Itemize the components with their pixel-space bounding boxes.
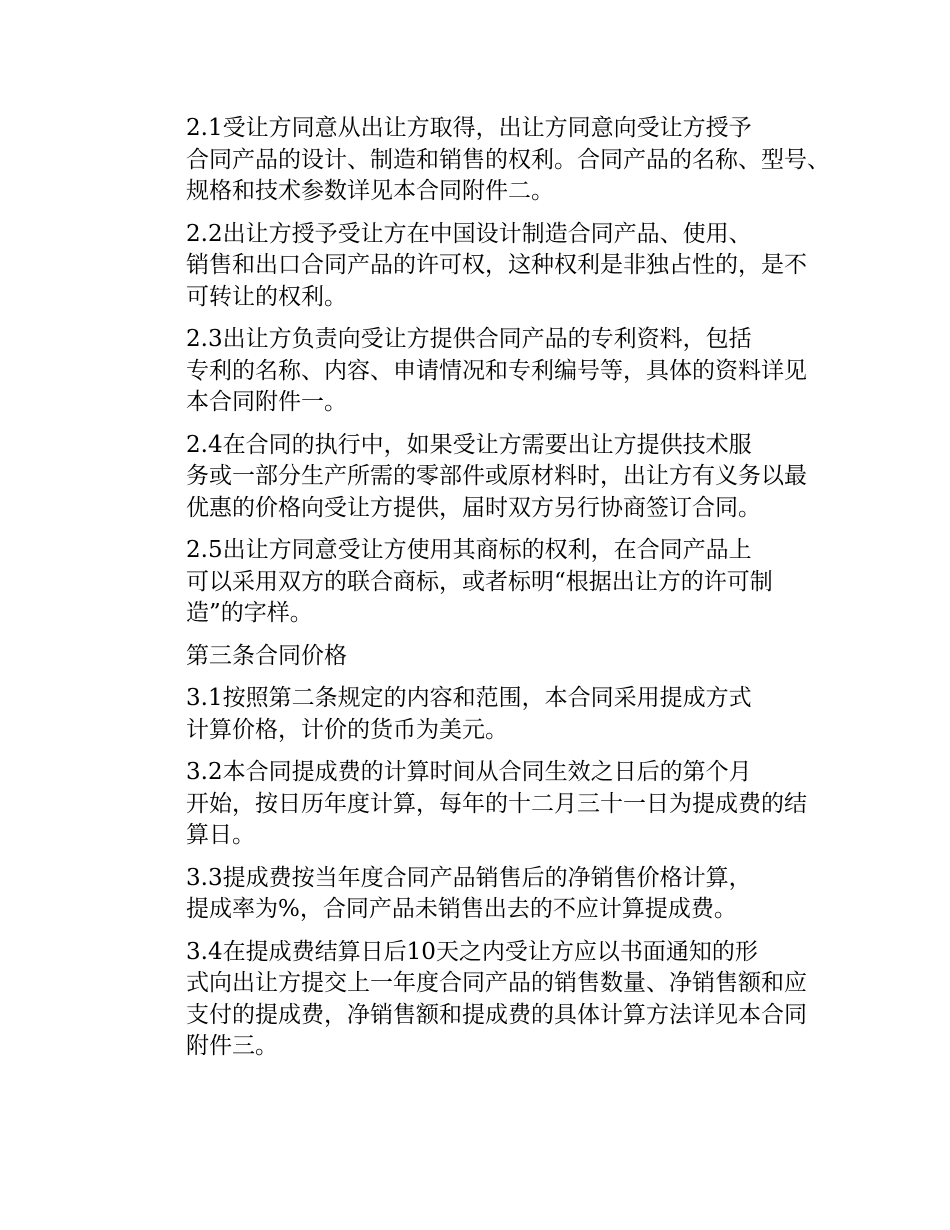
text-line: 可转让的权利。: [186, 283, 347, 310]
text-line: 优惠的价格向受让方提供，届时双方另行协商签订合同。: [186, 494, 761, 521]
clause-3-2: [140, 757, 830, 852]
text-line: 本合同附件一。: [186, 389, 347, 415]
section-heading-text: 第三条合同价格: [186, 642, 347, 669]
clause-2-3: [140, 324, 830, 419]
section-heading-3: [140, 641, 830, 673]
text-line: 3.2本合同提成费的计算时间从合同生效之日后的第个月: [186, 759, 752, 785]
text-line: 务或一部分生产所需的零部件或原材料时，出让方有义务以最: [186, 463, 807, 489]
text-line: 可以采用双方的联合商标，或者标明“根据出让方的许可制: [186, 568, 773, 595]
text-line: 附件三。: [186, 1033, 278, 1059]
clause-2-5: [140, 535, 830, 630]
clause-3-4: [140, 937, 830, 1063]
clause-2-4: [140, 430, 830, 525]
clause-2-2: [140, 219, 830, 314]
text-line: 3.4在提成费结算日后10天之内受让方应以书面通知的形: [186, 938, 758, 965]
clause-2-1: [140, 113, 830, 208]
text-line: 支付的提成费，净销售额和提成费的具体计算方法详见本合同: [186, 1001, 807, 1028]
text-line: 3.3提成费按当年度合同产品销售后的净销售价格计算，: [186, 864, 752, 891]
text-line: 式向出让方提交上一年度合同产品的销售数量、净销售额和应: [186, 970, 807, 996]
text-line: 销售和出口合同产品的许可权，这种权利是非独占性的，是不: [186, 252, 807, 278]
text-line: 2.3出让方负责向受让方提供合同产品的专利资料，包括: [186, 326, 752, 352]
text-line: 合同产品的设计、制造和销售的权利。合同产品的名称、型号、: [186, 146, 830, 173]
clause-3-3: [140, 863, 830, 926]
text-line: 提成率为%，合同产品未销售出去的不应计算提成费。: [186, 896, 737, 922]
text-line: 2.1受让方同意从出让方取得，出让方同意向受让方授予: [186, 115, 752, 141]
text-line: 2.4在合同的执行中，如果受让方需要出让方提供技术服: [186, 431, 752, 458]
text-line: 计算价格，计价的货币为美元。: [186, 716, 508, 743]
text-line: 2.5出让方同意受让方使用其商标的权利，在合同产品上: [186, 537, 752, 563]
text-line: 2.2出让方授予受让方在中国设计制造合同产品、使用、: [186, 220, 752, 247]
text-line: 算日。: [186, 822, 255, 848]
text-line: 专利的名称、内容、申请情况和专利编号等，具体的资料详见: [186, 357, 807, 384]
text-line: 开始，按日历年度计算，每年的十二月三十一日为提成费的结: [186, 790, 807, 817]
document-body: [140, 113, 830, 1074]
clause-3-1: [140, 683, 830, 746]
text-line: 造”的字样。: [186, 600, 313, 626]
text-line: 规格和技术参数详见本合同附件二。: [186, 178, 554, 204]
text-line: 3.1按照第二条规定的内容和范围，本合同采用提成方式: [186, 685, 752, 711]
